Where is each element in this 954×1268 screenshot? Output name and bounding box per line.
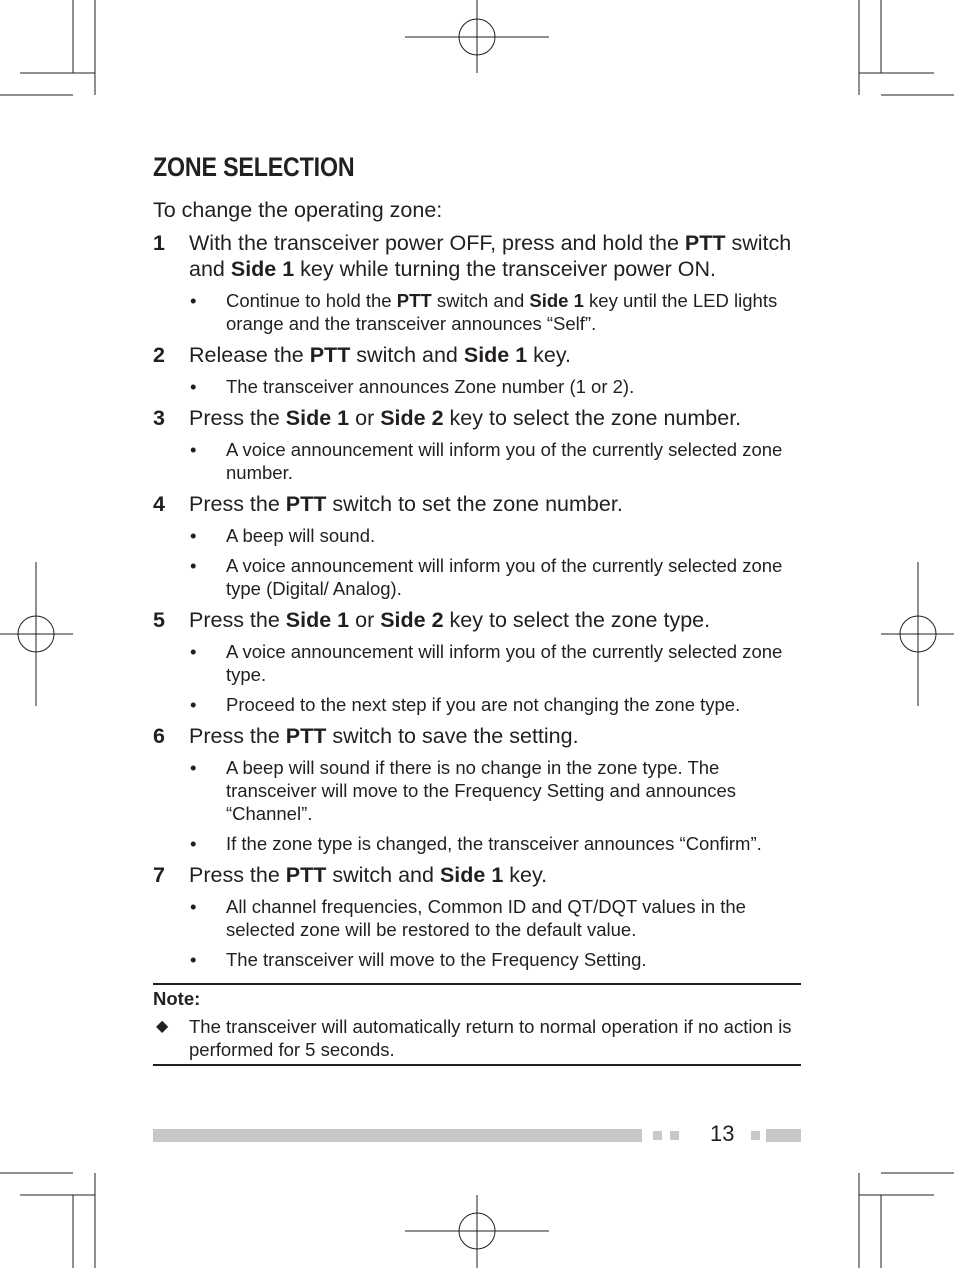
key-name: Side 1 (285, 608, 350, 632)
bullet-dot-icon: • (190, 376, 197, 397)
intro-text: To change the operating zone: (153, 198, 443, 222)
text-run: switch and (326, 863, 440, 887)
bullet-text (226, 948, 801, 971)
text-run: A voice announcement will inform you of the currently selected zone number. (226, 439, 783, 483)
step-item (153, 723, 801, 749)
bullet-dot-icon: • (190, 555, 197, 576)
step-text (189, 342, 801, 368)
step-text (189, 491, 801, 517)
bullet-text (226, 438, 801, 484)
text-run: The transceiver announces Zone number (1 or 2). (226, 376, 635, 397)
manual-page (153, 150, 801, 1066)
step-item (153, 342, 801, 368)
bullet-dot-icon: • (190, 290, 197, 311)
key-name: Side 2 (380, 608, 444, 632)
section-title: ZONE SELECTION (153, 152, 355, 182)
bullet-dot-icon: • (190, 694, 197, 715)
step-bullet (153, 438, 801, 484)
step-number: 2 (153, 343, 165, 367)
bullet-dot-icon: • (190, 757, 197, 778)
bullet-text (226, 640, 801, 686)
text-run: Press the (189, 608, 286, 632)
step-bullet (153, 895, 801, 941)
step-bullet (153, 640, 801, 686)
footer-bar (153, 1129, 642, 1142)
diamond-icon: ◆ (156, 1018, 169, 1035)
spacer (153, 971, 801, 977)
page-footer (153, 1122, 801, 1146)
footer-square (670, 1131, 679, 1140)
text-run: Press the (189, 724, 286, 748)
text-run: or (349, 406, 381, 430)
bullet-dot-icon: • (190, 833, 197, 854)
text-run: key to select the zone number. (443, 406, 742, 430)
step-item (153, 607, 801, 633)
key-name: Side 1 (463, 343, 528, 367)
step-item (153, 230, 801, 282)
footer-bar (766, 1129, 801, 1142)
text-run: A beep will sound if there is no change in the zone type. The transceiver will move to the Frequency Setting and announces “Channel”. (226, 757, 737, 824)
text-run: key while turning the transceiver power ON. (294, 257, 717, 281)
key-name: Side 1 (439, 863, 504, 887)
text-run: switch and (350, 343, 464, 367)
note-top-rule (153, 983, 801, 985)
text-run: With the transceiver power OFF, press and hold the (189, 231, 685, 255)
step-bullet (153, 832, 801, 855)
bullet-dot-icon: • (190, 641, 197, 662)
bullet-text (226, 832, 801, 855)
text-run: key to select the zone type. (443, 608, 711, 632)
step-bullet (153, 375, 801, 398)
text-run: key until the LED lights orange and the transceiver announces “Self”. (226, 290, 778, 334)
note-item (153, 1015, 801, 1061)
step-number: 4 (153, 492, 165, 516)
step-number: 6 (153, 724, 165, 748)
bullet-dot-icon: • (190, 896, 197, 917)
text-run: switch to save the setting. (326, 724, 579, 748)
step-bullet (153, 693, 801, 716)
step-item (153, 862, 801, 888)
text-run: Release the (189, 343, 310, 367)
note-item-text: The transceiver will automatically return to normal operation if no action is performed for 5 seconds. (189, 1016, 792, 1060)
bullet-text (226, 375, 801, 398)
text-run: If the zone type is changed, the transceiver announces “Confirm”. (226, 833, 762, 854)
key-name: Side 1 (285, 406, 350, 430)
text-run: A voice announcement will inform you of the currently selected zone type. (226, 641, 783, 685)
bullet-text (226, 554, 801, 600)
key-name: PTT (396, 290, 432, 311)
bullet-text (226, 289, 801, 335)
text-run: key. (527, 343, 572, 367)
text-run: All channel frequencies, Common ID and QT/DQT values in the selected zone will be restored to the default value. (226, 896, 746, 940)
step-text (189, 723, 801, 749)
step-number: 7 (153, 863, 165, 887)
key-name: PTT (309, 343, 351, 367)
key-name: Side 1 (230, 257, 295, 281)
text-run: or (349, 608, 381, 632)
text-run: Press the (189, 406, 286, 430)
bullet-dot-icon: • (190, 439, 197, 460)
step-number: 1 (153, 231, 165, 255)
footer-square (653, 1131, 662, 1140)
text-run: switch and (431, 290, 530, 311)
note-bottom-rule (153, 1064, 801, 1066)
bullet-text (226, 756, 801, 825)
step-bullet (153, 524, 801, 547)
bullet-text (226, 524, 801, 547)
text-run: Press the (189, 492, 286, 516)
bullet-dot-icon: • (190, 525, 197, 546)
step-bullet (153, 756, 801, 825)
step-item (153, 491, 801, 517)
step-text (189, 405, 801, 431)
note-box (153, 983, 801, 1066)
key-name: PTT (285, 863, 327, 887)
text-run: A voice announcement will inform you of the currently selected zone type (Digital/ Analog). (226, 555, 783, 599)
key-name: PTT (684, 231, 726, 255)
step-text (189, 607, 801, 633)
bullet-text (226, 693, 801, 716)
step-bullet (153, 289, 801, 335)
step-text (189, 230, 801, 282)
text-run: switch to set the zone number. (326, 492, 623, 516)
page-number: 13 (710, 1121, 735, 1146)
steps-list (153, 230, 801, 977)
key-name: Side 2 (380, 406, 444, 430)
key-name: Side 1 (529, 290, 584, 311)
text-run: The transceiver will move to the Frequency Setting. (226, 949, 647, 970)
text-run: A beep will sound. (226, 525, 376, 546)
step-bullet (153, 554, 801, 600)
text-run: key. (503, 863, 548, 887)
step-number: 5 (153, 608, 165, 632)
note-label: Note: (153, 988, 201, 1009)
bullet-text (226, 895, 801, 941)
step-text (189, 862, 801, 888)
key-name: PTT (285, 724, 327, 748)
step-item (153, 405, 801, 431)
footer-square (751, 1131, 760, 1140)
text-run: switch and (189, 231, 792, 281)
text-run: Continue to hold the (226, 290, 397, 311)
step-bullet (153, 948, 801, 971)
step-number: 3 (153, 406, 165, 430)
text-run: Proceed to the next step if you are not changing the zone type. (226, 694, 741, 715)
bullet-dot-icon: • (190, 949, 197, 970)
key-name: PTT (285, 492, 327, 516)
text-run: Press the (189, 863, 286, 887)
